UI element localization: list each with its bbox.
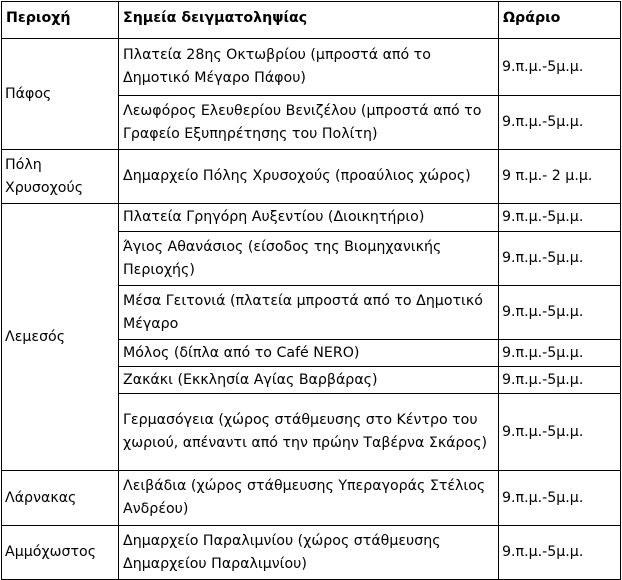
sampling-point-cell: Μόλος (δίπλα από το Café NERO): [119, 340, 499, 367]
header-area: Περιοχή: [2, 2, 119, 39]
sampling-point-cell: Ζακάκι (Εκκλησία Αγίας Βαρβάρας): [119, 367, 499, 394]
table-row: [2, 150, 621, 204]
table-row: [2, 39, 621, 96]
area-cell: Αμμόχωστος: [2, 526, 119, 580]
table-row: [2, 526, 621, 580]
hours-cell: 9.π.μ.-5μ.μ.: [499, 286, 621, 340]
sampling-points-table: [1, 1, 621, 580]
sampling-point-cell: Δημαρχείο Πόλης Χρυσοχούς (προαύλιος χώρος): [119, 150, 499, 204]
sampling-point-cell: Πλατεία 28ης Οκτωβρίου (μπροστά από το Δημοτικό Μέγαρο Πάφου): [119, 39, 499, 96]
hours-cell: 9.π.μ.-5μ.μ.: [499, 39, 621, 96]
sampling-point-cell: Λεωφόρος Ελευθερίου Βενιζέλου (μπροστά από το Γραφείο Εξυπηρέτησης του Πολίτη): [119, 96, 499, 150]
table-row: [2, 204, 621, 232]
table-row: [2, 471, 621, 526]
hours-cell: 9.π.μ.-5μ.μ.: [499, 204, 621, 232]
header-sampling-points: Σημεία δειγματοληψίας: [119, 2, 499, 39]
area-cell: Λεμεσός: [2, 204, 119, 471]
area-cell: Πάφος: [2, 39, 119, 150]
hours-cell: 9.π.μ.-5μ.μ.: [499, 471, 621, 526]
hours-cell: 9.π.μ.-5μ.μ.: [499, 96, 621, 150]
sampling-point-cell: Λειβάδια (χώρος στάθμευσης Υπεραγοράς Στέλιος Ανδρέου): [119, 471, 499, 526]
area-cell: Πόλη Χρυσοχούς: [2, 150, 119, 204]
sampling-point-cell: Μέσα Γειτονιά (πλατεία μπροστά από το Δημοτικό Μέγαρο: [119, 286, 499, 340]
header-hours: Ωράριο: [499, 2, 621, 39]
area-cell: Λάρνακας: [2, 471, 119, 526]
hours-cell: 9.π.μ.-5μ.μ.: [499, 526, 621, 580]
sampling-point-cell: Γερμασόγεια (χώρος στάθμευσης στο Κέντρο του χωριού, απέναντι από την πρώην Ταβέρνα Σκάρος): [119, 394, 499, 471]
header-row: [2, 2, 621, 39]
sampling-point-cell: Άγιος Αθανάσιος (είσοδος της Βιομηχανικής Περιοχής): [119, 232, 499, 286]
hours-cell: 9 π.μ.- 2 μ.μ.: [499, 150, 621, 204]
hours-cell: 9.π.μ.-5μ.μ.: [499, 232, 621, 286]
sampling-point-cell: Πλατεία Γρηγόρη Αυξεντίου (Διοικητήριο): [119, 204, 499, 232]
hours-cell: 9.π.μ.-5μ.μ.: [499, 340, 621, 367]
hours-cell: 9.π.μ.-5μ.μ.: [499, 367, 621, 394]
sampling-point-cell: Δημαρχείο Παραλιμνίου (χώρος στάθμευσης Δημαρχείου Παραλιμνίου): [119, 526, 499, 580]
hours-cell: 9.π.μ.-5μ.μ.: [499, 394, 621, 471]
